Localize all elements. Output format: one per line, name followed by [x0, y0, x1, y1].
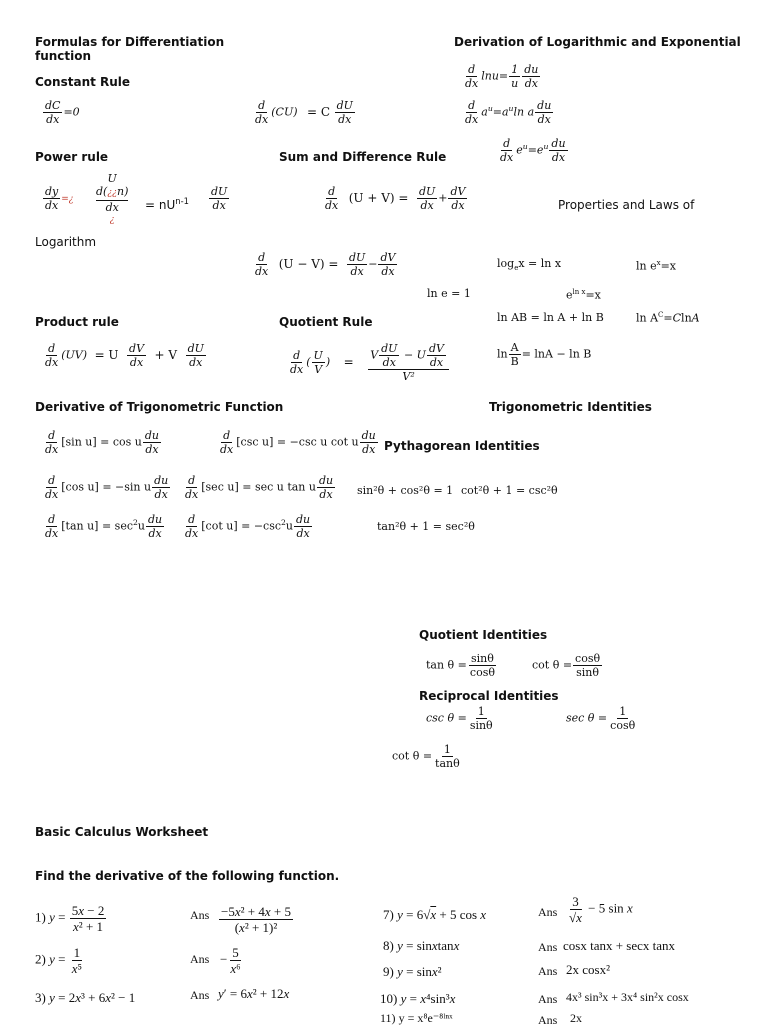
formula-text: lnu= [481, 69, 509, 83]
pythagorean-identity-2: cot²θ + 1 = csc²θ [461, 484, 558, 497]
problem-number: 8) [383, 938, 394, 953]
problem-number: 11) [380, 1011, 396, 1025]
problem-number: 10) [380, 991, 398, 1006]
heading-trig-identities: Trigonometric Identities [489, 400, 652, 414]
pythagorean-identity-3: tan²θ + 1 = sec²θ [377, 520, 475, 533]
log-property-7: ln $\frac{A}{B}$ = lnA − ln B [497, 341, 592, 368]
formula-text: ln A [636, 311, 659, 325]
heading-product-rule: Product rule [35, 315, 119, 329]
fraction-den: dx [45, 199, 59, 212]
formula-text: log [497, 257, 515, 270]
quotient-identity-cot: cot θ = $\frac{\cos\theta}{\sin\theta}$ [532, 652, 601, 679]
trig-derivative-cos: $\frac{d}{dx}$ [cos u] = −sin u $\frac{du}{dx}$ [45, 474, 169, 501]
problem-number: 9) [383, 964, 394, 979]
properties-log-label-2: Logarithm [35, 235, 97, 249]
reciprocal-identity-csc: csc θ = $\frac{1}{\sin\theta}$ [426, 705, 493, 732]
worksheet-problem-1: 1) y = $\frac{5x - 2}{\text{x² + 1}}$ [35, 903, 105, 934]
answer-label: Ans [190, 908, 210, 922]
problem-number: 7) [383, 907, 394, 922]
answer-label: Ans [538, 1013, 558, 1027]
power-rule-lhs: $\frac{dy}{dx}$ =¿ [45, 185, 74, 212]
constant-rule-formula-1 [42, 100, 80, 125]
difference-rule-formula: $\frac{d}{dx}$ (U − V) = $\frac{dU}{dx}$ − $\frac{dV}{dx}$ [255, 251, 396, 278]
answer-label: Ans [190, 988, 210, 1002]
trig-derivative-csc: $\frac{d}{dx}$ [csc u] = −csc u cot u $\frac{du}{dx}$ [220, 429, 376, 456]
worksheet-answer-2: − $\frac{5}{\text{x⁶}}$ [220, 945, 241, 976]
trig-derivative-cot: $\frac{d}{dx}$ [cot $u] = -\csc^2u$ $\frac{du}{dx}$ [185, 513, 311, 540]
formula-text: [csc u] = −csc u cot u [236, 435, 359, 449]
fraction-num: dC [45, 99, 61, 112]
answer-label: Ans [538, 940, 558, 954]
formula-text: csc θ = [426, 711, 467, 725]
trig-derivative-sec: $\frac{d}{dx}$ [sec u] = sec u tan u $\frac{du}{dx}$ [185, 474, 334, 501]
formula-text: [sin u] = cos u [61, 435, 142, 449]
formula-text: [cot u] = −csc [201, 519, 282, 533]
fraction-num: dy [45, 185, 59, 198]
worksheet-problem-10: 10) y = x⁴sin³x [380, 991, 456, 1006]
formula-text: = C [307, 104, 331, 119]
heading-formulas: Formulas for Differentiation function [35, 35, 225, 63]
log-derivative-formula: $\frac{d}{dx}$ lnu= $\frac{1}{u}$ $\frac{du}{dx}$ [465, 63, 539, 90]
formula-text: [tan u] = sec [61, 519, 134, 533]
quotient-identity-tan: tan θ = $\frac{\sin\theta}{\cos\theta}$ [426, 652, 495, 679]
heading-worksheet: Basic Calculus Worksheet [35, 825, 209, 839]
formula-text: cot θ = [392, 749, 433, 763]
worksheet-problem-8: 8) y = sinxtanx [383, 938, 460, 953]
heading-constant-rule: Constant Rule [35, 75, 131, 89]
heading-instruction: Find the derivative of the following function. [35, 869, 340, 883]
formula-text: =0 [63, 105, 80, 119]
formula-text: = [343, 354, 354, 369]
formula-text: ln e [636, 259, 657, 273]
constant-rule-formula-2: $\frac{d}{dx}$ (CU) = C $\frac{dU}{dx}$ [255, 99, 353, 126]
heading-pythagorean: Pythagorean Identities [384, 439, 540, 453]
worksheet-problem-9: 9) y = sinx² [383, 964, 442, 979]
worksheet-answer-1: $\frac{\text{−5x² + 4x + 5}}{\text{(x² + 1)²}}$ [221, 904, 291, 935]
exp-e-derivative-formula: $\frac{d}{dx}$ $e^u=e^u$ $\frac{du}{dx}$ [500, 137, 566, 164]
formula-text: cot θ = [532, 658, 573, 672]
formula-text: = lnA − ln B [521, 347, 592, 361]
log-property-3: ln e = 1 [427, 287, 471, 300]
worksheet-answer-9: 2x cosx² [566, 962, 610, 977]
pythagorean-identity-1: sin²θ + cos²θ = 1 [357, 484, 454, 497]
formula-text: (U + V) = [348, 190, 409, 205]
properties-log-label-1: Properties and Laws of [558, 198, 695, 212]
formula-text: = U [94, 347, 119, 362]
answer-label: Ans [538, 992, 558, 1006]
formula-text: tan θ = [426, 658, 467, 672]
answer-label: Ans [538, 964, 558, 978]
power-rule-du-dx: $\frac{dU}{dx}$ [211, 185, 228, 212]
reciprocal-identity-cot: cot θ = $\frac{1}{\tan\theta}$ [392, 743, 460, 770]
worksheet-answer-11: 2x [570, 1011, 582, 1025]
formula-text: sec θ = [566, 711, 608, 725]
worksheet-answer-10: 4x³ sin³x + 3x⁴ sin²x cosx [566, 990, 689, 1004]
worksheet-answer-7: $\frac{3}{√x}$ − 5 sin x [569, 894, 633, 925]
power-rule-rhs [145, 196, 189, 212]
answer-label: Ans [190, 952, 210, 966]
problem-number: 1) [35, 909, 46, 925]
formula-text: e [516, 143, 523, 157]
worksheet-problem-3: 3) y = 2x³ + 6x² − 1 [35, 990, 136, 1005]
formula-text: a [481, 105, 488, 119]
worksheet-answer-8: cosx tanx + secx tanx [563, 938, 676, 953]
reciprocal-identity-sec: sec θ = $\frac{1}{\cos\theta}$ [566, 705, 636, 732]
heading-quotient-identities: Quotient Identities [419, 628, 548, 642]
power-rule-fraction: U d(¿¿n) dx ¿ [96, 172, 129, 225]
formula-text: + V [154, 347, 178, 362]
problem-number: 2) [35, 951, 46, 967]
log-property-5: ln AB = ln A + ln B [497, 311, 604, 324]
exp-a-derivative-formula: $\frac{d}{dx}$ $a^u=a^u\ln$ a $\frac{du}{dx}$ [465, 99, 552, 126]
heading-sum-difference: Sum and Difference Rule [279, 150, 447, 164]
problem-number: 3) [35, 990, 46, 1005]
worksheet-problem-7: 7) y = 6√x + 5 cos x [383, 907, 487, 922]
quotient-rule-formula: $\frac{d}{dx}$ ( $\frac{U}{V}$ ) = V $\frac{dU}{dx}$ − U $\frac{dV}{dx}$ V² [287, 343, 450, 382]
formula-text: [cos u] = −sin u [61, 480, 152, 494]
heading-power-rule: Power rule [35, 150, 109, 164]
heading-reciprocal-identities: Reciprocal Identities [419, 689, 559, 703]
product-rule-formula: $\frac{d}{dx}$ (UV) = U $\frac{dV}{dx}$ + V $\frac{dU}{dx}$ [45, 342, 204, 369]
heading-log-exp: Derivation of Logarithmic and Exponential [454, 35, 741, 49]
sum-rule-formula: $\frac{d}{dx}$ (U + V) = $\frac{dU}{dx}$ + $\frac{dV}{dx}$ [325, 185, 466, 212]
fraction-den: dx [46, 113, 60, 126]
log-property-2: $\ln e^x=x$ [636, 259, 676, 273]
log-property-4: $e^{ln x}=x$ [566, 288, 601, 302]
heading-trig-derivative: Derivative of Trigonometric Function [35, 400, 284, 414]
trig-derivative-sin: $\frac{d}{dx}$ [sin u] = cos u $\frac{du}{dx}$ [45, 429, 160, 456]
log-property-6: $\ln A^C=ClnA$ [636, 311, 700, 325]
formula-text: [sec u] = sec u tan u [201, 480, 316, 494]
answer-label: Ans [538, 905, 558, 919]
power-exponent: n-1 [175, 196, 189, 206]
formula-text: = nU [145, 198, 176, 212]
formula-text: (UV) [61, 348, 88, 362]
heading-quotient-rule: Quotient Rule [279, 315, 373, 329]
worksheet-answer-3: y′ = 6x² + 12x [218, 986, 290, 1001]
problem-text: y = x⁸e⁻⁸ˡⁿˣ [398, 1011, 453, 1025]
formula-text: e [566, 288, 573, 302]
formula-text: (U − V) = [278, 256, 339, 271]
trig-derivative-tan: $\frac{d}{dx}$ [tan $u] = \sec^2u$ $\frac{du}{dx}$ [45, 513, 163, 540]
worksheet-problem-2: 2) y = $\frac{1}{\text{x⁵}}$ [35, 945, 83, 976]
log-property-1: $\log_ex = \ln x$ [497, 257, 562, 273]
